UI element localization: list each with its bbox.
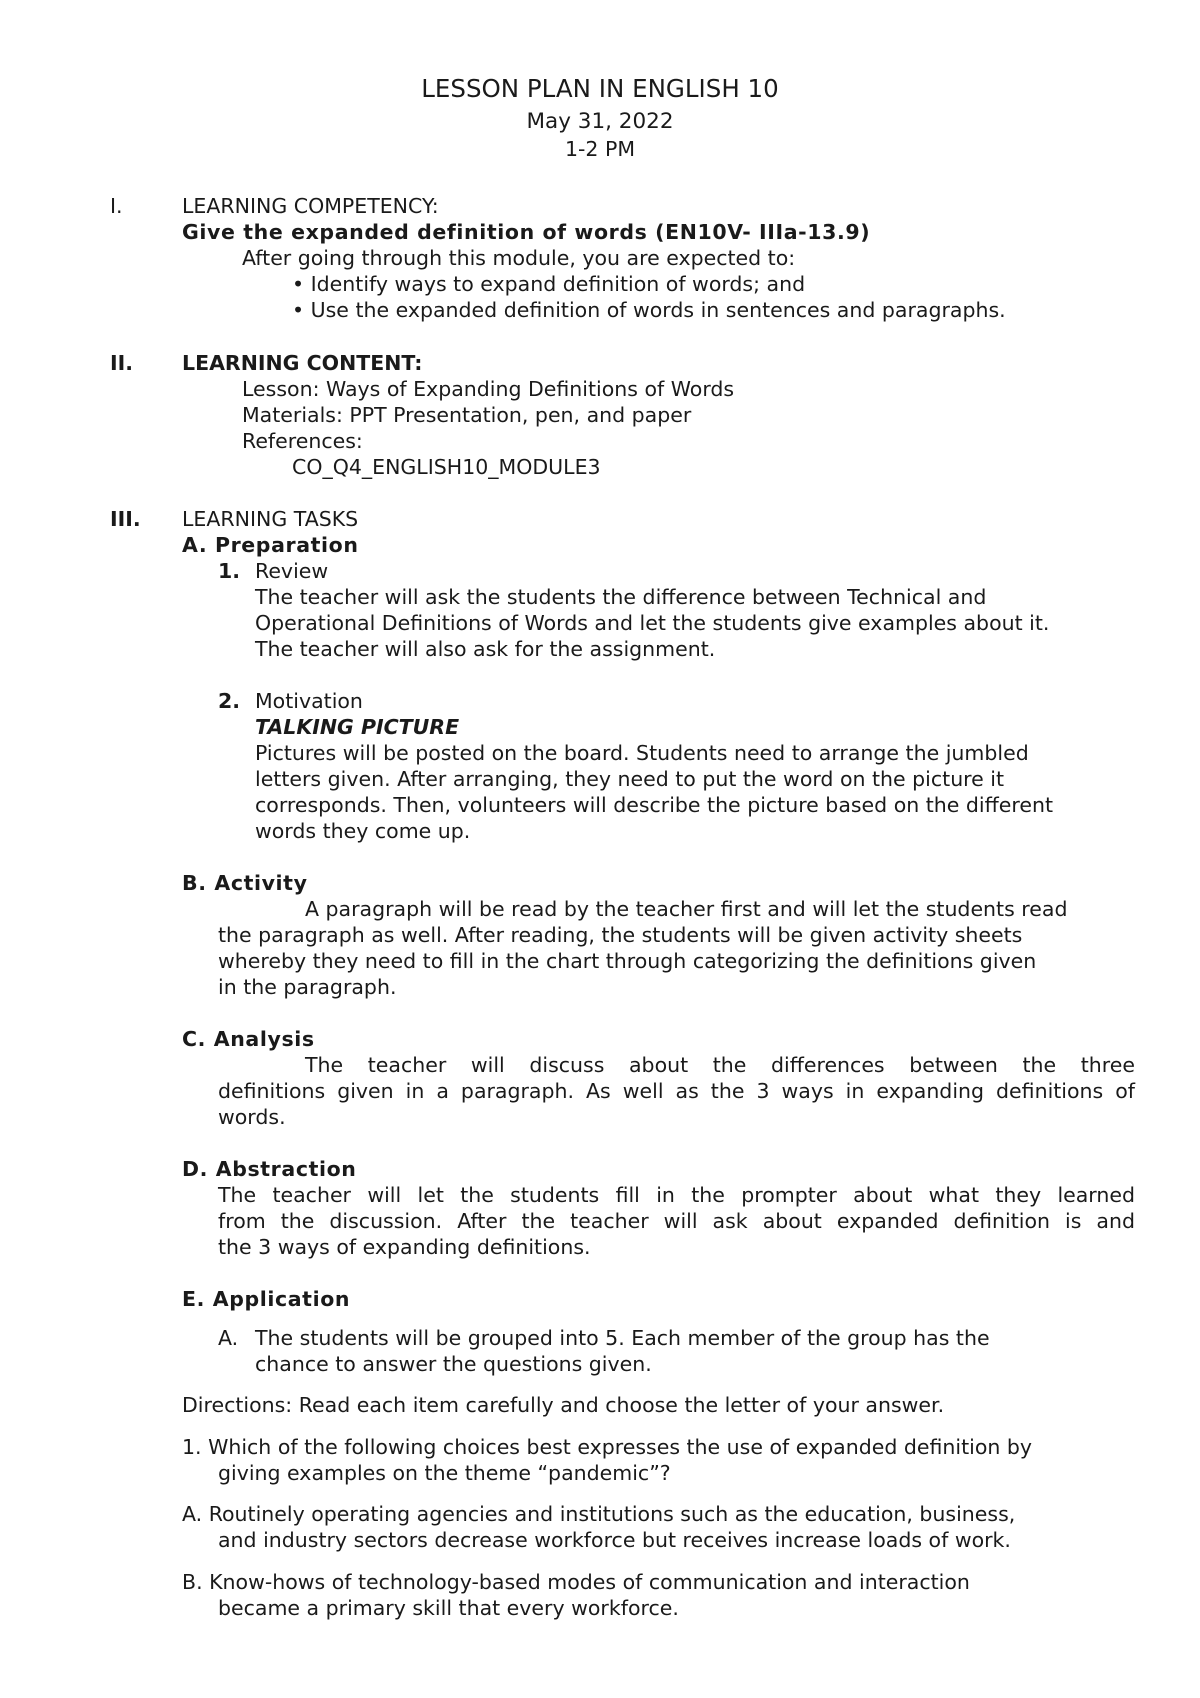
competency-intro: After going through this module, you are expected to: [242, 246, 796, 270]
review-text-line: Operational Definitions of Words and let the students give examples about it. [255, 611, 1050, 635]
analysis-text-line: definitions given in a paragraph. As well as the 3 ways in expanding definitions of [218, 1079, 1135, 1103]
option-b-line: became a primary skill that every workforce. [218, 1596, 679, 1620]
competency-statement: Give the expanded definition of words (EN10V- IIIa-13.9) [182, 220, 871, 244]
option-b-line: B. Know-hows of technology-based modes of communication and interaction [182, 1570, 970, 1594]
application-heading: E. Application [182, 1287, 351, 1311]
option-a-line: and industry sectors decrease workforce but receives increase loads of work. [218, 1528, 1011, 1552]
review-label: Review [255, 559, 329, 583]
bullet-icon: • [292, 272, 305, 296]
option-a-line: A. Routinely operating agencies and institutions such as the education, business, [182, 1502, 1016, 1526]
motivation-text-line: Pictures will be posted on the board. Students need to arrange the jumbled [255, 741, 1029, 765]
activity-heading: B. Activity [182, 871, 308, 895]
review-number: 1. [218, 559, 241, 583]
section-3-numeral: III. [110, 507, 141, 531]
directions-line: Directions: Read each item carefully and choose the letter of your answer. [182, 1393, 945, 1417]
bullet-icon: • [292, 298, 305, 322]
question-1-line: 1. Which of the following choices best expresses the use of expanded definition by [182, 1435, 1033, 1459]
application-text-line: The students will be grouped into 5. Each member of the group has the [255, 1326, 990, 1350]
references-label: References: [242, 429, 363, 453]
section-3-heading: LEARNING TASKS [182, 507, 359, 531]
review-text-line: The teacher will ask the students the difference between Technical and [255, 585, 987, 609]
abstraction-text-line: from the discussion. After the teacher will ask about expanded definition is and [218, 1209, 1135, 1233]
motivation-text-line: corresponds. Then, volunteers will describe the picture based on the different [255, 793, 1053, 817]
motivation-number: 2. [218, 689, 241, 713]
application-text-line: chance to answer the questions given. [255, 1352, 652, 1376]
section-1-numeral: I. [110, 194, 123, 218]
abstraction-heading: D. Abstraction [182, 1157, 357, 1181]
reference-entry: CO_Q4_ENGLISH10_MODULE3 [292, 455, 601, 479]
activity-text-line: whereby they need to fill in the chart through categorizing the definitions given [218, 949, 1037, 973]
review-text-line: The teacher will also ask for the assignment. [255, 637, 716, 661]
objective-bullet-2: • Use the expanded definition of words in sentences and paragraphs. [292, 298, 1006, 322]
analysis-heading: C. Analysis [182, 1027, 315, 1051]
preparation-heading: A. Preparation [182, 533, 359, 557]
motivation-title: TALKING PICTURE [255, 715, 460, 739]
question-1-line: giving examples on the theme “pandemic”? [218, 1461, 671, 1485]
motivation-label: Motivation [255, 689, 363, 713]
analysis-text-line: words. [218, 1105, 286, 1129]
abstraction-text-line: The teacher will let the students fill in the prompter about what they learned [218, 1183, 1135, 1207]
section-2-heading: LEARNING CONTENT: [182, 351, 423, 375]
lesson-line: Lesson: Ways of Expanding Definitions of Words [242, 377, 735, 401]
section-2-numeral: II. [110, 351, 134, 375]
motivation-text-line: words they come up. [255, 819, 471, 843]
activity-text-line: in the paragraph. [218, 975, 397, 999]
analysis-text-line: The teacher will discuss about the differences between the three [305, 1053, 1135, 1077]
document-date: May 31, 2022 [526, 109, 674, 134]
application-item-label: A. [218, 1326, 239, 1350]
motivation-text-line: letters given. After arranging, they need to put the word on the picture it [255, 767, 1005, 791]
activity-text-line: A paragraph will be read by the teacher first and will let the students read [305, 897, 1068, 921]
section-1-heading: LEARNING COMPETENCY: [182, 194, 439, 218]
activity-text-line: the paragraph as well. After reading, the students will be given activity sheets [218, 923, 1023, 947]
abstraction-text-line: the 3 ways of expanding definitions. [218, 1235, 591, 1259]
objective-bullet-1: • Identify ways to expand definition of words; and [292, 272, 806, 296]
materials-line: Materials: PPT Presentation, pen, and paper [242, 403, 692, 427]
document-title: LESSON PLAN IN ENGLISH 10 [421, 74, 779, 103]
document-time: 1-2 PM [564, 137, 636, 161]
